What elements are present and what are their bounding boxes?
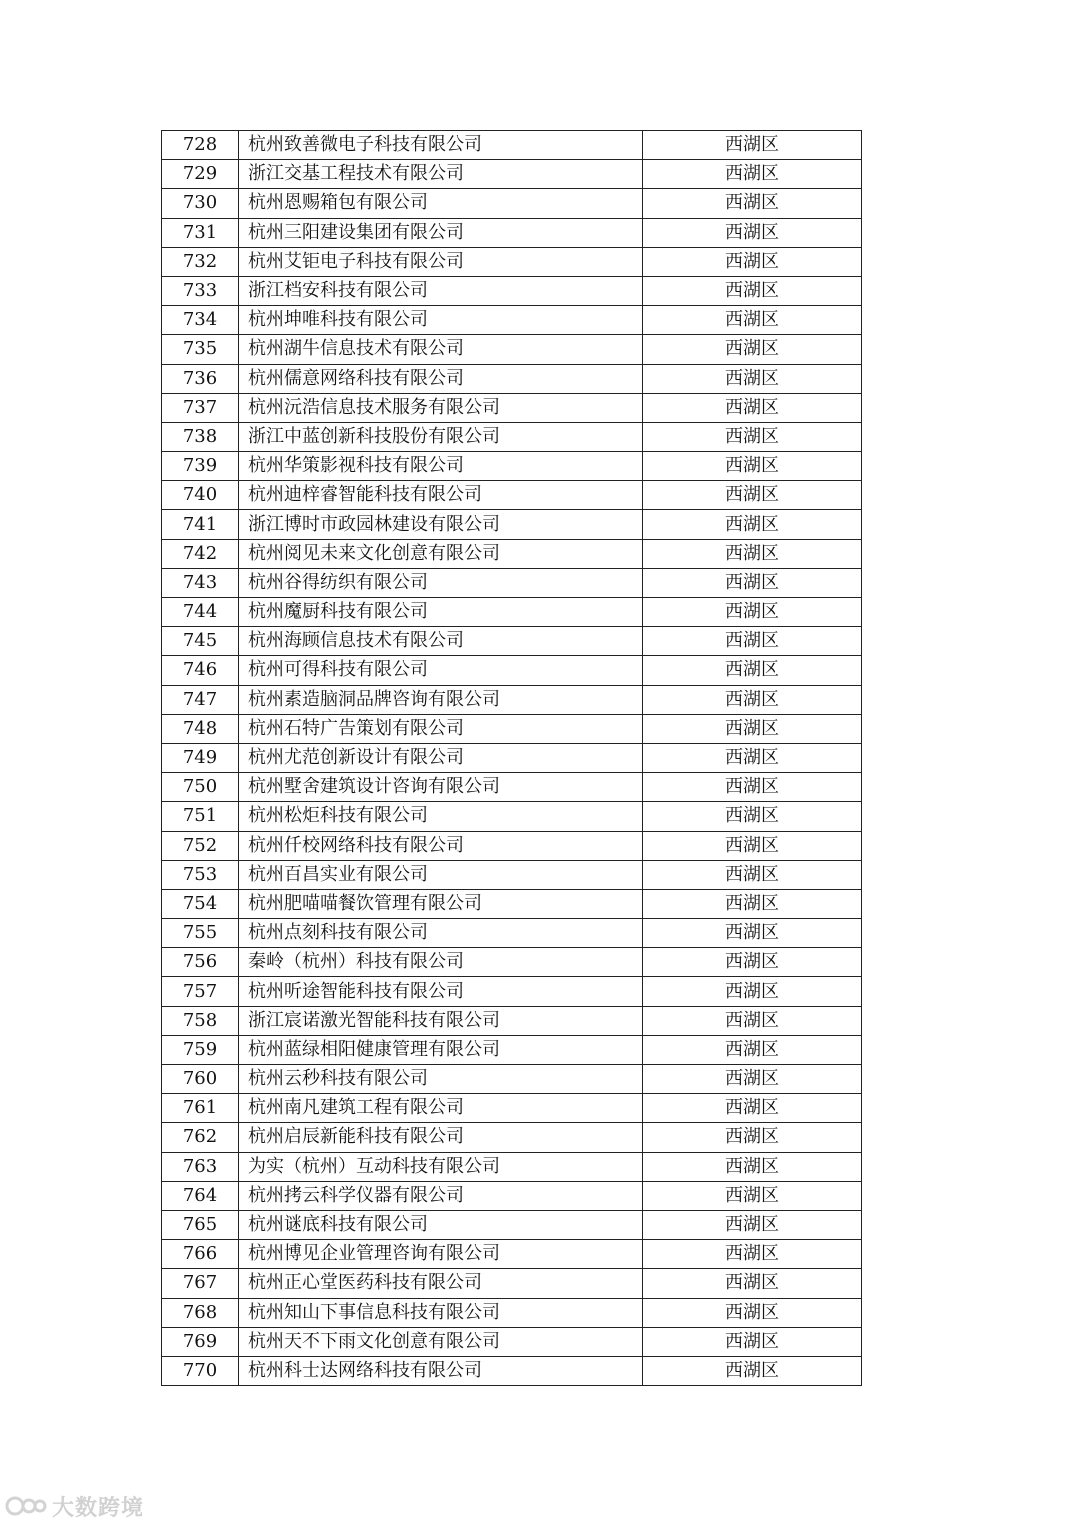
company-name: 杭州博见企业管理咨询有限公司 <box>239 1240 643 1269</box>
company-name: 杭州百昌实业有限公司 <box>239 860 643 889</box>
row-number: 747 <box>162 685 239 714</box>
district-cell: 西湖区 <box>643 685 862 714</box>
table-row <box>162 685 862 714</box>
district-cell: 西湖区 <box>643 743 862 772</box>
table-row <box>162 539 862 568</box>
table-row <box>162 1123 862 1152</box>
company-name: 杭州尤范创新设计有限公司 <box>239 743 643 772</box>
district-cell: 西湖区 <box>643 510 862 539</box>
company-name: 杭州松炬科技有限公司 <box>239 802 643 831</box>
table-row <box>162 831 862 860</box>
company-name: 杭州魔厨科技有限公司 <box>239 598 643 627</box>
company-name: 杭州蓝绿相阳健康管理有限公司 <box>239 1035 643 1064</box>
row-number: 742 <box>162 539 239 568</box>
district-cell: 西湖区 <box>643 568 862 597</box>
district-cell: 西湖区 <box>643 977 862 1006</box>
company-name: 杭州谜底科技有限公司 <box>239 1210 643 1239</box>
table-row <box>162 860 862 889</box>
company-name: 浙江博时市政园林建设有限公司 <box>239 510 643 539</box>
row-number: 745 <box>162 627 239 656</box>
district-cell: 西湖区 <box>643 948 862 977</box>
table-row <box>162 510 862 539</box>
district-cell: 西湖区 <box>643 1181 862 1210</box>
row-number: 737 <box>162 393 239 422</box>
row-number: 750 <box>162 773 239 802</box>
row-number: 738 <box>162 422 239 451</box>
table-row <box>162 1181 862 1210</box>
row-number: 740 <box>162 481 239 510</box>
row-number: 766 <box>162 1240 239 1269</box>
row-number: 753 <box>162 860 239 889</box>
district-cell: 西湖区 <box>643 306 862 335</box>
district-cell: 西湖区 <box>643 1035 862 1064</box>
row-number: 749 <box>162 743 239 772</box>
watermark <box>4 1491 144 1521</box>
company-name: 浙江中蓝创新科技股份有限公司 <box>239 422 643 451</box>
table-row <box>162 1006 862 1035</box>
district-cell: 西湖区 <box>643 393 862 422</box>
table-row <box>162 919 862 948</box>
row-number: 732 <box>162 247 239 276</box>
row-number: 757 <box>162 977 239 1006</box>
district-cell: 西湖区 <box>643 714 862 743</box>
table-row <box>162 1298 862 1327</box>
table-row <box>162 802 862 831</box>
table-row <box>162 743 862 772</box>
district-cell: 西湖区 <box>643 335 862 364</box>
row-number: 751 <box>162 802 239 831</box>
company-name: 杭州听途智能科技有限公司 <box>239 977 643 1006</box>
district-cell: 西湖区 <box>643 189 862 218</box>
row-number: 744 <box>162 598 239 627</box>
row-number: 739 <box>162 452 239 481</box>
table-row <box>162 364 862 393</box>
table-row <box>162 977 862 1006</box>
row-number: 729 <box>162 160 239 189</box>
company-name: 浙江档安科技有限公司 <box>239 276 643 305</box>
company-name: 杭州南凡建筑工程有限公司 <box>239 1094 643 1123</box>
company-name: 杭州艾钜电子科技有限公司 <box>239 247 643 276</box>
table-row <box>162 160 862 189</box>
company-name: 杭州云秒科技有限公司 <box>239 1065 643 1094</box>
table-row <box>162 335 862 364</box>
watermark-text: 大数跨境 <box>52 1495 145 1521</box>
row-number: 761 <box>162 1094 239 1123</box>
row-number: 754 <box>162 889 239 918</box>
table-row <box>162 714 862 743</box>
company-name: 杭州儒意网络科技有限公司 <box>239 364 643 393</box>
district-cell: 西湖区 <box>643 1123 862 1152</box>
district-cell: 西湖区 <box>643 802 862 831</box>
district-cell: 西湖区 <box>643 452 862 481</box>
row-number: 752 <box>162 831 239 860</box>
row-number: 756 <box>162 948 239 977</box>
table-row <box>162 948 862 977</box>
district-cell: 西湖区 <box>643 539 862 568</box>
row-number: 765 <box>162 1210 239 1239</box>
district-cell: 西湖区 <box>643 422 862 451</box>
company-name: 杭州天不下雨文化创意有限公司 <box>239 1327 643 1356</box>
row-number: 758 <box>162 1006 239 1035</box>
table-row <box>162 306 862 335</box>
company-list-table <box>161 130 862 1386</box>
table-row <box>162 627 862 656</box>
district-cell: 西湖区 <box>643 1298 862 1327</box>
table-body <box>162 131 862 1386</box>
row-number: 763 <box>162 1152 239 1181</box>
district-cell: 西湖区 <box>643 247 862 276</box>
table-row <box>162 568 862 597</box>
district-cell: 西湖区 <box>643 364 862 393</box>
row-number: 731 <box>162 218 239 247</box>
company-name: 杭州沅浩信息技术服务有限公司 <box>239 393 643 422</box>
company-name: 杭州肥喵喵餐饮管理有限公司 <box>239 889 643 918</box>
row-number: 734 <box>162 306 239 335</box>
district-cell: 西湖区 <box>643 1006 862 1035</box>
company-name: 杭州拷云科学仪器有限公司 <box>239 1181 643 1210</box>
row-number: 733 <box>162 276 239 305</box>
table-row <box>162 1094 862 1123</box>
company-name: 杭州恩赐箱包有限公司 <box>239 189 643 218</box>
row-number: 735 <box>162 335 239 364</box>
company-name: 杭州点刻科技有限公司 <box>239 919 643 948</box>
table-row <box>162 1327 862 1356</box>
table-row <box>162 1269 862 1298</box>
brand-logo-icon <box>4 1493 48 1519</box>
district-cell: 西湖区 <box>643 1269 862 1298</box>
company-name: 杭州知山下事信息科技有限公司 <box>239 1298 643 1327</box>
row-number: 769 <box>162 1327 239 1356</box>
row-number: 748 <box>162 714 239 743</box>
row-number: 736 <box>162 364 239 393</box>
row-number: 743 <box>162 568 239 597</box>
district-cell: 西湖区 <box>643 919 862 948</box>
row-number: 767 <box>162 1269 239 1298</box>
company-name: 杭州素造脑洞品牌咨询有限公司 <box>239 685 643 714</box>
row-number: 770 <box>162 1356 239 1385</box>
row-number: 759 <box>162 1035 239 1064</box>
district-cell: 西湖区 <box>643 1065 862 1094</box>
table-row <box>162 481 862 510</box>
district-cell: 西湖区 <box>643 889 862 918</box>
row-number: 730 <box>162 189 239 218</box>
company-name: 杭州海顾信息技术有限公司 <box>239 627 643 656</box>
district-cell: 西湖区 <box>643 831 862 860</box>
company-name: 杭州华策影视科技有限公司 <box>239 452 643 481</box>
company-name: 杭州正心堂医药科技有限公司 <box>239 1269 643 1298</box>
table-row <box>162 598 862 627</box>
district-cell: 西湖区 <box>643 860 862 889</box>
table-row <box>162 1035 862 1064</box>
table-row <box>162 247 862 276</box>
company-name: 杭州坤唯科技有限公司 <box>239 306 643 335</box>
table-row <box>162 218 862 247</box>
company-name: 杭州墅舍建筑设计咨询有限公司 <box>239 773 643 802</box>
table-row <box>162 1240 862 1269</box>
table-row <box>162 1152 862 1181</box>
district-cell: 西湖区 <box>643 1210 862 1239</box>
table-row <box>162 189 862 218</box>
table-row <box>162 276 862 305</box>
table-row <box>162 422 862 451</box>
district-cell: 西湖区 <box>643 131 862 160</box>
row-number: 768 <box>162 1298 239 1327</box>
company-name: 杭州阅见未来文化创意有限公司 <box>239 539 643 568</box>
company-name: 杭州致善微电子科技有限公司 <box>239 131 643 160</box>
row-number: 741 <box>162 510 239 539</box>
district-cell: 西湖区 <box>643 481 862 510</box>
company-name: 杭州可得科技有限公司 <box>239 656 643 685</box>
district-cell: 西湖区 <box>643 1152 862 1181</box>
district-cell: 西湖区 <box>643 218 862 247</box>
company-name: 杭州迪梓睿智能科技有限公司 <box>239 481 643 510</box>
company-name: 浙江交基工程技术有限公司 <box>239 160 643 189</box>
district-cell: 西湖区 <box>643 1356 862 1385</box>
row-number: 762 <box>162 1123 239 1152</box>
company-name: 杭州启辰新能科技有限公司 <box>239 1123 643 1152</box>
table-row <box>162 656 862 685</box>
table-row <box>162 452 862 481</box>
district-cell: 西湖区 <box>643 773 862 802</box>
company-name: 为实（杭州）互动科技有限公司 <box>239 1152 643 1181</box>
company-name: 杭州三阳建设集团有限公司 <box>239 218 643 247</box>
table-row <box>162 1210 862 1239</box>
table-row <box>162 131 862 160</box>
table-row <box>162 773 862 802</box>
district-cell: 西湖区 <box>643 276 862 305</box>
district-cell: 西湖区 <box>643 656 862 685</box>
district-cell: 西湖区 <box>643 160 862 189</box>
company-name: 杭州石特广告策划有限公司 <box>239 714 643 743</box>
table-row <box>162 889 862 918</box>
row-number: 755 <box>162 919 239 948</box>
district-cell: 西湖区 <box>643 1094 862 1123</box>
table-row <box>162 1065 862 1094</box>
row-number: 760 <box>162 1065 239 1094</box>
row-number: 764 <box>162 1181 239 1210</box>
table-row <box>162 1356 862 1385</box>
district-cell: 西湖区 <box>643 598 862 627</box>
company-name: 杭州科士达网络科技有限公司 <box>239 1356 643 1385</box>
table-row <box>162 393 862 422</box>
district-cell: 西湖区 <box>643 1240 862 1269</box>
company-name: 杭州湖牛信息技术有限公司 <box>239 335 643 364</box>
company-name: 杭州谷得纺织有限公司 <box>239 568 643 597</box>
row-number: 746 <box>162 656 239 685</box>
company-name: 杭州仟校网络科技有限公司 <box>239 831 643 860</box>
company-name: 秦岭（杭州）科技有限公司 <box>239 948 643 977</box>
district-cell: 西湖区 <box>643 627 862 656</box>
company-name: 浙江宸诺激光智能科技有限公司 <box>239 1006 643 1035</box>
district-cell: 西湖区 <box>643 1327 862 1356</box>
row-number: 728 <box>162 131 239 160</box>
